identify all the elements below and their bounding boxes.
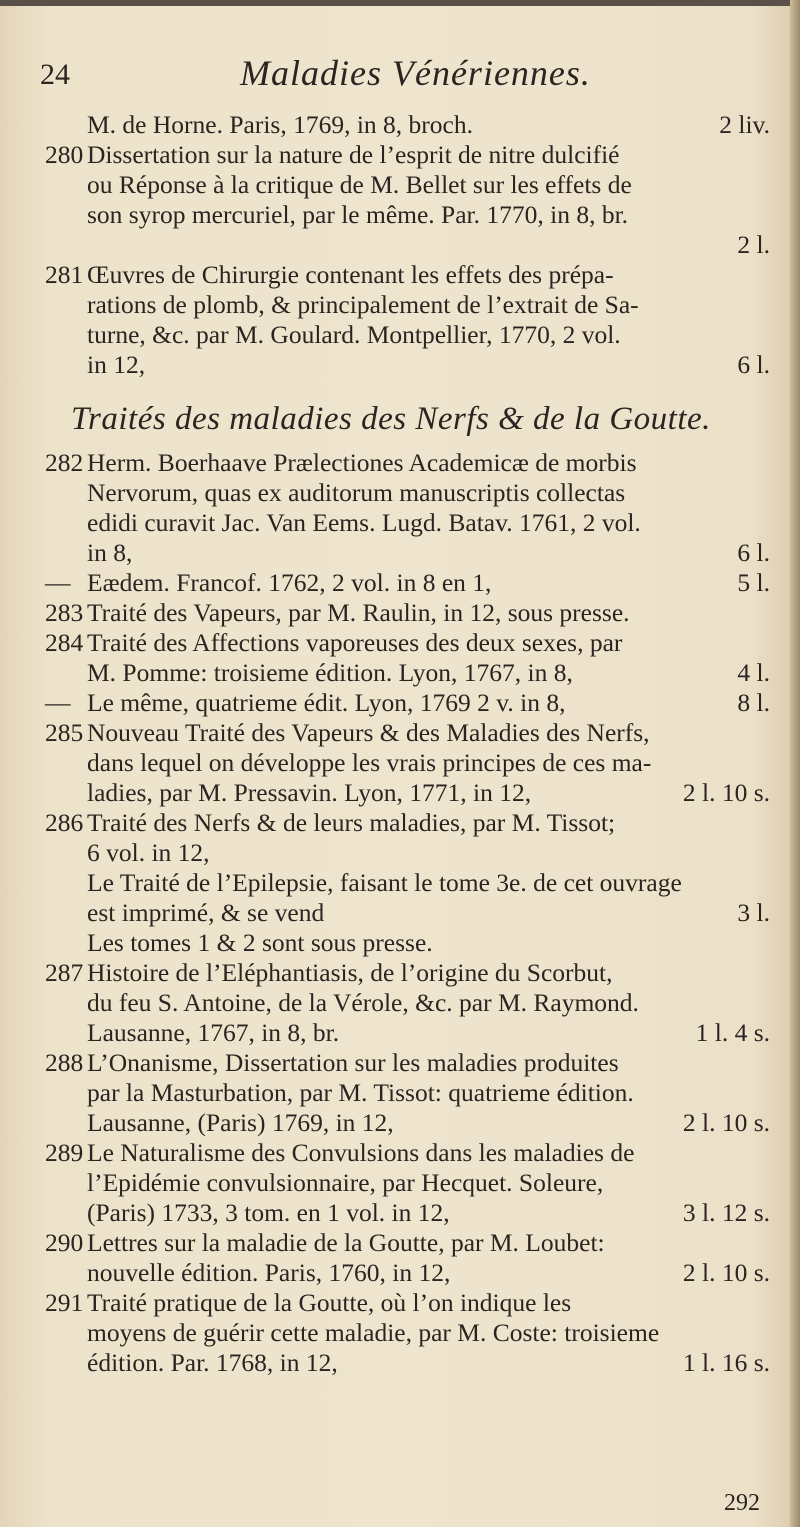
entry-line <box>45 1258 770 1288</box>
catalog-entry <box>45 688 770 718</box>
entry-line <box>45 748 770 778</box>
entries-after-heading <box>45 448 770 1378</box>
entry-number: 283 <box>45 598 84 627</box>
entry-text: Eædem. Francof. 1762, 2 vol. in 8 en 1, <box>87 568 492 597</box>
entry-price: 8 l. <box>737 688 770 717</box>
entry-text: M. Pomme: troisieme édition. Lyon, 1767, in 8, <box>87 658 573 687</box>
entry-price: 4 l. <box>737 658 770 687</box>
entry-line <box>45 988 770 1018</box>
entry-number: 280 <box>45 140 84 169</box>
entry-number: 286 <box>45 808 84 837</box>
entry-number: — <box>45 688 71 717</box>
entry-price: 2 l. 10 s. <box>682 1258 770 1287</box>
entry-text: nouvelle édition. Paris, 1760, in 12, <box>87 1258 451 1287</box>
entry-line <box>45 628 770 658</box>
entry-line <box>45 1228 770 1258</box>
catalog-entry <box>45 1138 770 1228</box>
entry-text: dans lequel on développe les vrais principes de ces ma- <box>87 748 652 777</box>
entry-text: Lausanne, (Paris) 1769, in 12, <box>87 1108 394 1137</box>
catchword: 292 <box>724 1490 760 1516</box>
entry-price: 2 l. <box>737 230 770 259</box>
catalog-entry <box>45 598 770 628</box>
catalog-entry <box>45 958 770 1048</box>
entry-line <box>45 350 770 380</box>
entry-price: 2 l. 10 s. <box>682 778 770 807</box>
entry-line <box>45 1018 770 1048</box>
page-number: 24 <box>40 58 70 91</box>
entry-text: Le Naturalisme des Convulsions dans les maladies de <box>87 1138 635 1167</box>
entry-line <box>45 958 770 988</box>
entry-text: Herm. Boerhaave Prælectiones Academicæ de morbis <box>87 448 637 477</box>
entry-line <box>45 688 770 718</box>
entry-text: du feu S. Antoine, de la Vérole, &c. par M. Raymond. <box>87 988 639 1017</box>
entry-text: (Paris) 1733, 3 tom. en 1 vol. in 12, <box>87 1198 450 1227</box>
entry-price: 5 l. <box>737 568 770 597</box>
entry-line <box>45 1348 770 1378</box>
entry-text: édition. Par. 1768, in 12, <box>87 1348 338 1377</box>
catalog-entry <box>45 448 770 568</box>
entry-text: edidi curavit Jac. Van Eems. Lugd. Batav. 1761, 2 vol. <box>87 508 641 537</box>
entry-text: Traité des Affections vaporeuses des deux sexes, par <box>87 628 623 657</box>
entry-line <box>45 718 770 748</box>
entry-text: Nervorum, quas ex auditorum manuscriptis collectas <box>87 478 626 507</box>
entry-text: moyens de guérir cette maladie, par M. Coste: troisieme <box>87 1318 660 1347</box>
entry-text: in 12, <box>87 350 146 379</box>
entries-before-heading <box>45 110 770 380</box>
entry-text: M. de Horne. Paris, 1769, in 8, broch. <box>87 110 473 139</box>
entry-text: Histoire de l’Eléphantiasis, de l’origine du Scorbut, <box>87 958 613 987</box>
entry-price: 6 l. <box>737 350 770 379</box>
entry-line <box>45 538 770 568</box>
entry-number: 287 <box>45 958 84 987</box>
entry-line <box>45 320 770 350</box>
entry-line <box>45 1168 770 1198</box>
entry-number: 282 <box>45 448 84 477</box>
entry-line <box>45 1138 770 1168</box>
entry-line <box>45 808 770 838</box>
entry-line <box>45 928 770 958</box>
page-top-edge <box>0 0 800 6</box>
entry-text: Le même, quatrieme édit. Lyon, 1769 2 v. in 8, <box>87 688 566 717</box>
entry-price: 2 liv. <box>719 110 770 139</box>
entry-line <box>45 658 770 688</box>
catalog-entry <box>45 868 770 928</box>
catalog-entry <box>45 568 770 598</box>
entry-number: 281 <box>45 260 84 289</box>
catalog-entry <box>45 110 770 140</box>
entry-line <box>45 1108 770 1138</box>
catalog-entry <box>45 260 770 380</box>
entry-line <box>45 290 770 320</box>
entry-text: l’Epidémie convulsionnaire, par Hecquet. Soleure, <box>87 1168 604 1197</box>
entry-text: Traité pratique de la Goutte, où l’on indique les <box>87 1288 572 1317</box>
page-header <box>40 52 760 102</box>
entry-price: 2 l. 10 s. <box>682 1108 770 1137</box>
entry-line <box>45 868 770 898</box>
entry-text: Le Traité de l’Epilepsie, faisant le tome 3e. de cet ouvrage <box>87 868 682 897</box>
catalog-entry <box>45 1048 770 1138</box>
entry-line <box>45 508 770 538</box>
entry-text: par la Masturbation, par M. Tissot: quatrieme édition. <box>87 1078 634 1107</box>
entry-number: 284 <box>45 628 84 657</box>
entry-line <box>45 170 770 200</box>
running-title: Maladies Vénériennes. <box>240 53 591 93</box>
entry-text: Les tomes 1 & 2 sont sous presse. <box>87 928 433 957</box>
entry-number: 285 <box>45 718 84 747</box>
entry-line <box>45 200 770 230</box>
entry-line <box>45 140 770 170</box>
entry-line <box>45 478 770 508</box>
entry-text: Dissertation sur la nature de l’esprit de nitre dulcifié <box>87 140 620 169</box>
catalog-entry <box>45 1288 770 1378</box>
entry-text: L’Onanisme, Dissertation sur les maladies produites <box>87 1048 619 1077</box>
entry-text: Nouveau Traité des Vapeurs & des Maladies des Nerfs, <box>87 718 650 747</box>
entry-price: 3 l. <box>737 898 770 927</box>
section-heading: Traités des maladies des Nerfs & de la Goutte. <box>71 401 711 437</box>
entry-line <box>45 1078 770 1108</box>
catalog-entry <box>45 1228 770 1288</box>
entry-line <box>45 598 770 628</box>
entry-line <box>45 1198 770 1228</box>
entry-number: 288 <box>45 1048 84 1077</box>
entry-price: 1 l. 4 s. <box>695 1018 770 1047</box>
catalog-entry <box>45 928 770 958</box>
entry-line <box>45 898 770 928</box>
entry-text: ou Réponse à la critique de M. Bellet sur les effets de <box>87 170 632 199</box>
entry-number: 290 <box>45 1228 84 1257</box>
entry-text: in 8, <box>87 538 133 567</box>
entry-line <box>45 1318 770 1348</box>
entry-text: Œuvres de Chirurgie contenant les effets des prépa- <box>87 260 614 289</box>
entry-line <box>45 838 770 868</box>
entry-price: 3 l. 12 s. <box>682 1198 770 1227</box>
entry-text: Lausanne, 1767, in 8, br. <box>87 1018 340 1047</box>
catalog-entries <box>45 110 770 1378</box>
entry-text: Traité des Nerfs & de leurs maladies, par M. Tissot; <box>87 808 616 837</box>
entry-line <box>45 568 770 598</box>
entry-text: Lettres sur la maladie de la Goutte, par M. Loubet: <box>87 1228 605 1257</box>
entry-text: 6 vol. in 12, <box>87 838 210 867</box>
entry-line <box>45 110 770 140</box>
entry-line <box>45 448 770 478</box>
catalog-entry <box>45 718 770 808</box>
entry-line <box>45 1048 770 1078</box>
entry-line <box>45 230 770 260</box>
catalog-entry <box>45 808 770 868</box>
entry-text: son syrop mercuriel, par le même. Par. 1770, in 8, br. <box>87 200 629 229</box>
entry-line <box>45 260 770 290</box>
entry-text: ladies, par M. Pressavin. Lyon, 1771, in 12, <box>87 778 532 807</box>
catalog-entry <box>45 140 770 260</box>
entry-number: 289 <box>45 1138 84 1167</box>
page-right-edge <box>790 0 800 1527</box>
entry-number: 291 <box>45 1288 84 1317</box>
entry-text: rations de plomb, & principalement de l’extrait de Sa- <box>87 290 639 319</box>
entry-price: 1 l. 16 s. <box>682 1348 770 1377</box>
entry-price: 6 l. <box>737 538 770 567</box>
entry-text: turne, &c. par M. Goulard. Montpellier, 1770, 2 vol. <box>87 320 621 349</box>
catalog-entry <box>45 628 770 688</box>
entry-text: est imprimé, & se vend <box>87 898 325 927</box>
entry-line <box>45 778 770 808</box>
entry-text: Traité des Vapeurs, par M. Raulin, in 12, sous presse. <box>87 598 630 627</box>
entry-line <box>45 1288 770 1318</box>
entry-number: — <box>45 568 71 597</box>
